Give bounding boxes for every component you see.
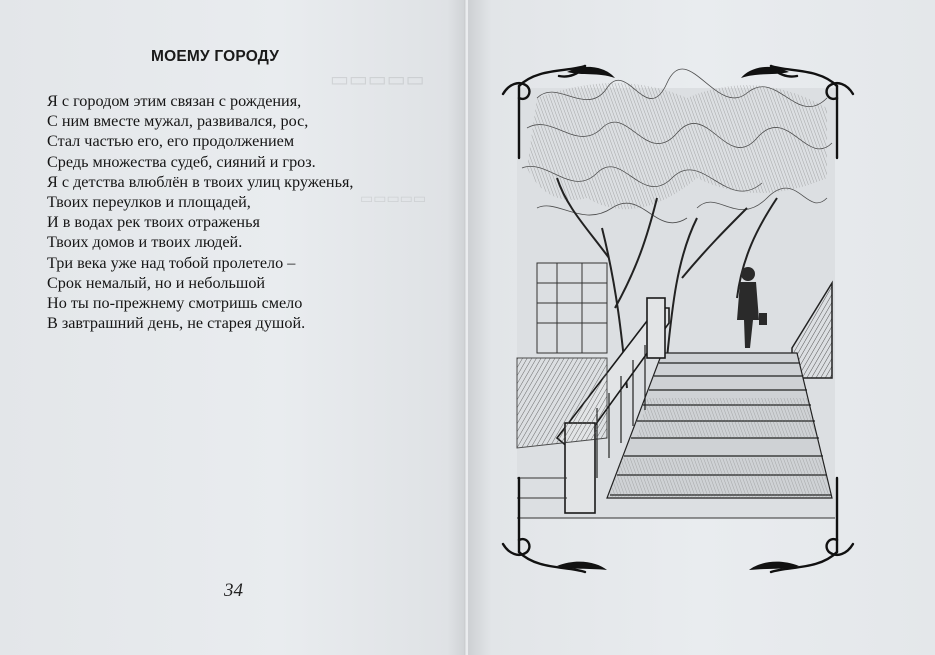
poem-line: С ним вместе мужал, развивался, рос, <box>47 112 309 131</box>
poem-line: Я с детства влюблён в твоих улиц круженья, <box>47 172 354 191</box>
poem-line: Но ты по-прежнему смотришь смело <box>47 294 303 313</box>
poem-line: Я с городом этим связан с рождения, <box>47 92 302 110</box>
poem-line: Твоих домов и твоих людей. <box>47 233 243 252</box>
left-page <box>0 0 466 655</box>
poem-line: И в водах рек твоих отраженья <box>47 213 260 232</box>
poem-line: Стал частью его, его продолжением <box>47 132 295 151</box>
poem-line: Твоих переулков и площадей, <box>47 193 251 212</box>
staircase-illustration <box>497 58 859 580</box>
poem-line: Средь множества судеб, сияний и гроз. <box>47 152 316 171</box>
poem-line: Срок немалый, но и небольшой <box>47 273 266 292</box>
show-through-text: ▭▭▭▭▭ <box>330 69 425 91</box>
pen-sketch-staircase-with-trees-icon <box>497 58 859 580</box>
show-through-text: ▭▭▭▭▭ <box>360 192 427 207</box>
poem-line: В завтрашний день, не старея душой. <box>47 314 306 333</box>
poem-title: МОЕМУ ГОРОДУ <box>151 48 280 65</box>
page-number: 34 <box>224 580 243 601</box>
poem-line: Три века уже над тобой пролетело – <box>47 253 296 272</box>
poem-body <box>47 91 353 333</box>
